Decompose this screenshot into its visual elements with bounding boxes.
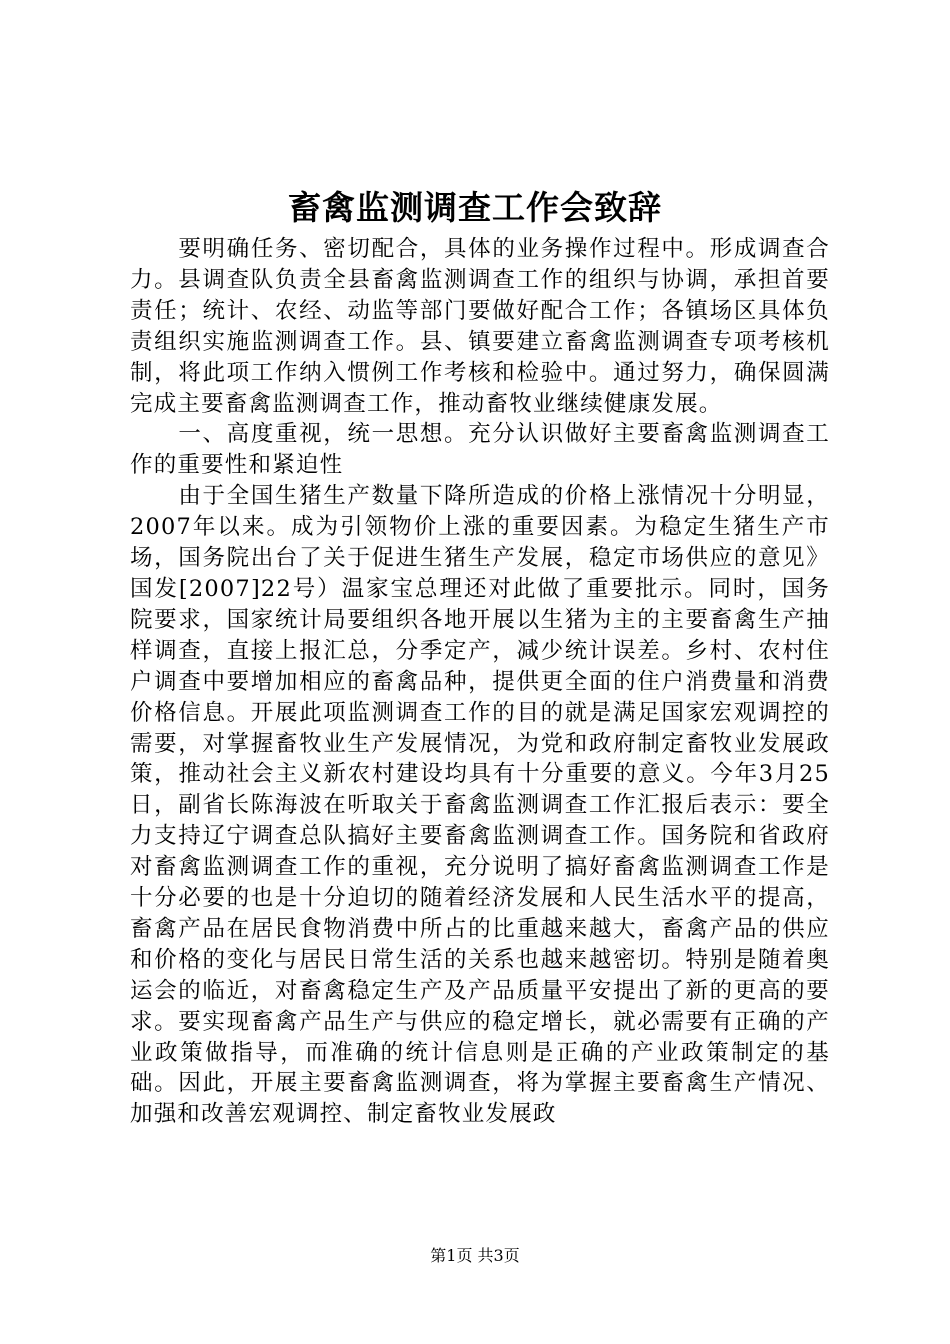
- paragraph-2-heading: 一、高度重视，统一思想。充分认识做好主要畜禽监测调查工作的重要性和紧迫性: [130, 421, 830, 479]
- document-title: 畜禽监测调查工作会致辞: [288, 188, 662, 227]
- paragraph-3: 由于全国生猪生产数量下降所造成的价格上涨情况十分明显，2007年以来。成为引领物价上涨的重要因素。为稳定生猪生产市场，国务院出台了关于促进生猪生产发展，稳定市场供应的意见》国发[2007]22号）温家宝总理还对此做了重要批示。同时，国务院要求，国家统计局要组织各地开展以生猪为主的主要畜禽生产抽样调查，直接上报汇总，分季定产，减少统计误差。乡村、农村住户调查中要增加相应的畜禽品种，提供更全面的住户消费量和消费价格信息。开展此项监测调查工作的目的就是满足国家宏观调控的需要，对掌握畜牧业生产发展情况，为党和政府制定畜牧业发展政策，推动社会主义新农村建设均具有十分重要的意义。今年3月25日，副省长陈海波在听取关于畜禽监测调查工作汇报后表示：要全力支持辽宁调查总队搞好主要畜禽监测调查工作。国务院和省政府对畜禽监测调查工作的重视，充分说明了搞好畜禽监测调查工作是十分必要的也是十分迫切的随着经济发展和人民生活水平的提高，畜禽产品在居民食物消费中所占的比重越来越大，畜禽产品的供应和价格的变化与居民日常生活的关系也越来越密切。特别是随着奥运会的临近，对畜禽稳定生产及产品质量平安提出了新的更高的要求。要实现畜禽产品生产与供应的稳定增长，就必需要有正确的产业政策做指导，而准确的统计信息则是正确的产业政策制定的基础。因此，开展主要畜禽监测调查，将为掌握主要畜禽生产情况、加强和改善宏观调控、制定畜牧业发展政: [130, 483, 830, 1128]
- document-body: [130, 234, 830, 1130]
- page-footer: 第1页 共3页: [430, 1246, 520, 1265]
- paragraph-1: 要明确任务、密切配合，具体的业务操作过程中。形成调查合力。县调查队负责全县畜禽监测调查工作的组织与协调，承担首要责任；统计、农经、动监等部门要做好配合工作；各镇场区具体负责组织实施监测调查工作。县、镇要建立畜禽监测调查专项考核机制，将此项工作纳入惯例工作考核和检验中。通过努力，确保圆满完成主要畜禽监测调查工作，推动畜牧业继续健康发展。: [130, 236, 830, 417]
